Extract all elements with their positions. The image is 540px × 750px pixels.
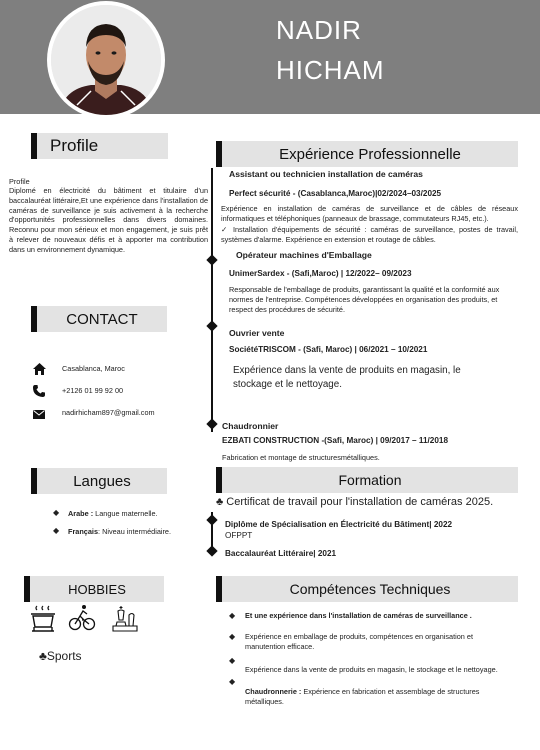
job-title: Opérateur machines d'Emballage	[236, 250, 372, 260]
contact-phone: +2126 01 99 92 00	[62, 386, 124, 395]
profile-label: Profile	[9, 177, 30, 186]
job-company: SociétéTRISCOM - (Safi, Maroc) | 06/2021 – 10/2021	[229, 345, 428, 354]
cycling-icon	[68, 604, 96, 631]
job-company: Perfect sécurité - (Casablanca,Maroc)|02/2024–03/2025	[229, 189, 442, 198]
formation-bac: Baccalauréat Littéraire| 2021	[225, 549, 337, 558]
cooking-icon	[30, 605, 56, 632]
lang-level: : Niveau intermédiaire.	[98, 527, 172, 536]
competence-label: Chaudronnerie :	[245, 687, 302, 696]
competence-text: Expérience en fabrication et assemblage de structures métalliques.	[245, 687, 480, 706]
phone-icon	[33, 385, 45, 397]
job-description: Expérience en installation de caméras de surveillance et de câbles de réseaux informatiques et téléphoniques (panneaux de brassage, commutateurs RJ45, etc.).	[221, 204, 518, 223]
contact-heading: CONTACT	[37, 306, 167, 332]
bullet-icon: ◆	[229, 632, 236, 641]
profile-text: Diplomé en électricité du bâtiment et titulaire d'un baccalauréat littéraire,Et une expérience dans l'installation de caméras de surveillance je suis activement à la recherche d'opportunités professionnelles dans divers domaines. Reconnu pour mon sérieux et mon engagement, je suis prêt à relever de nouveaux défis et à apporter ma contribution dans un environnement dynamique.	[9, 186, 208, 254]
contact-email: nadirhicham897@gmail.com	[62, 408, 155, 417]
job-company: UnimerSardex - (Safi,Maroc) | 12/2022– 09/2023	[229, 269, 412, 278]
formation-school: OFPPT	[225, 531, 253, 540]
email-icon	[33, 410, 45, 419]
timeline-diamond	[206, 514, 217, 525]
competence-item: Et une expérience dans l'installation de caméras de surveillance .	[245, 611, 472, 620]
timeline-diamond	[206, 254, 217, 265]
timeline-diamond	[206, 320, 217, 331]
timeline-diamond	[206, 418, 217, 429]
lang-level: Langue maternelle.	[93, 509, 158, 518]
profile-photo	[51, 5, 161, 115]
lang-item	[68, 527, 171, 537]
experience-heading: Expérience Professionnelle	[222, 141, 518, 167]
hobbies-heading: HOBBIES	[30, 576, 164, 602]
lang-name: Français	[68, 527, 99, 536]
profile-heading: Profile	[37, 133, 168, 159]
job-title: Assistant ou technicien installation de caméras	[229, 169, 423, 179]
job-title: Ouvrier vente	[229, 328, 285, 338]
job-title: Chaudronnier	[222, 421, 279, 431]
langues-heading: Langues	[37, 468, 167, 494]
job-company: EZBATI CONSTRUCTION -(Safi, Maroc) | 09/2017 – 11/2018	[222, 436, 448, 445]
job-description: Expérience dans la vente de produits en magasin, le stockage et le nettoyage.	[233, 365, 461, 390]
bullet-icon: ◆	[229, 656, 236, 665]
formation-certificate: ♣ Certificat de travail pour l'installation de caméras 2025.	[216, 496, 494, 508]
bullet-icon: ◆	[229, 611, 236, 620]
competence-item: Expérience en emballage de produits, compétences en organisation et manutention efficace.	[245, 632, 473, 651]
competences-heading: Compétences Techniques	[222, 576, 518, 602]
job-description: Responsable de l'emballage de produits, garantissant la qualité et la conformité aux normes de l'entreprise. Compétences développées en organisation des produits, et respect des procédures de sécurité.	[229, 285, 500, 314]
hobby-sports: ♣Sports	[39, 649, 82, 663]
last-name: HICHAM	[276, 55, 385, 85]
job-description: ✓ Installation d'équipements de sécurité : caméras de surveillance, postes de travail, systèmes d'alarme. Expérience en extension et routage de câbles.	[221, 225, 518, 244]
formation-heading: Formation	[222, 467, 518, 493]
competence-item: Expérience dans la vente de produits en magasin, le stockage et le nettoyage.	[245, 665, 498, 674]
bullet-icon: ◆	[53, 526, 60, 535]
timeline-diamond	[206, 545, 217, 556]
lang-name: Arabe :	[68, 509, 94, 518]
chess-icon	[112, 605, 138, 632]
formation-diploma: Diplôme de Spécialisation en Électricité du Bâtiment| 2022	[225, 520, 453, 529]
bullet-icon: ◆	[229, 677, 236, 686]
contact-address: Casablanca, Maroc	[62, 364, 125, 373]
first-name: NADIR	[276, 15, 362, 45]
timeline-line	[211, 168, 213, 432]
bullet-icon: ◆	[53, 508, 60, 517]
home-icon	[33, 363, 46, 375]
job-description: Fabrication et montage de structuresmétalliques.	[222, 453, 380, 462]
competence-item	[245, 687, 515, 707]
lang-item	[68, 509, 158, 519]
